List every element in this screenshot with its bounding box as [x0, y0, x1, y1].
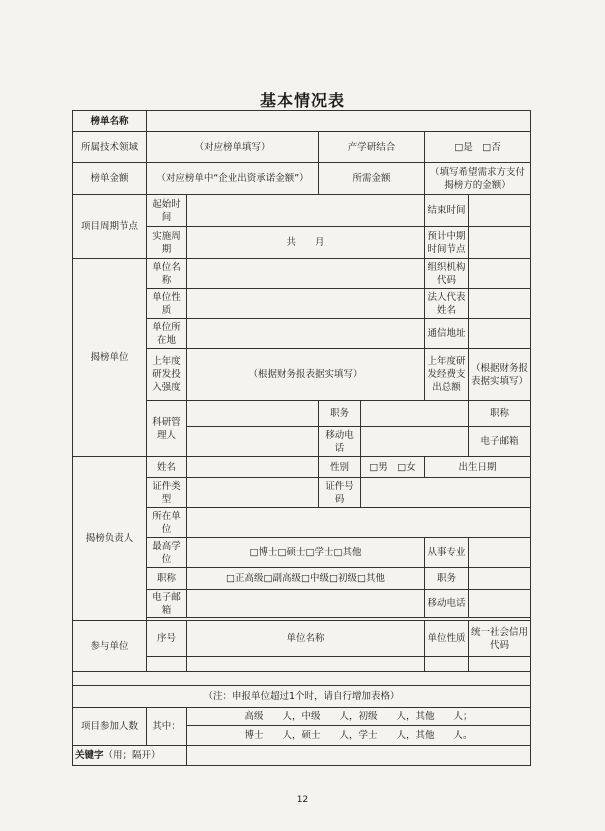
- label-leader-section: 揭榜负责人: [73, 457, 147, 621]
- field-staff-line2[interactable]: 博士 人，硕士 人，学士 人，其他 人。: [187, 726, 531, 746]
- label-list-name: 榜单名称: [73, 111, 147, 132]
- label-start-time: 起始时间: [147, 195, 187, 227]
- field-unit-location[interactable]: [187, 319, 425, 349]
- label-admin-title: 职称: [469, 401, 531, 427]
- field-rd-intensity[interactable]: （根据财务报表据实填写）: [187, 349, 425, 401]
- field-midterm[interactable]: [469, 227, 531, 259]
- keywords-note: （用；隔开）: [103, 750, 161, 761]
- field-leader-email[interactable]: [187, 590, 425, 618]
- field-required-amount[interactable]: （填写希望需求方支付揭榜方的金额）: [425, 163, 531, 195]
- field-rd-total[interactable]: （根据财务报表据实填写）: [469, 349, 531, 401]
- field-list-amount[interactable]: （对应榜单中“企业出资承诺金额”）: [147, 163, 319, 195]
- label-major: 从事专业: [425, 538, 469, 568]
- keywords-title: 关键字: [75, 750, 104, 761]
- field-list-name[interactable]: [147, 111, 531, 132]
- field-partner-nature[interactable]: [425, 657, 469, 672]
- field-gender[interactable]: □男 □女: [361, 457, 425, 478]
- field-cert-type[interactable]: [187, 478, 319, 508]
- field-keywords[interactable]: [187, 746, 531, 766]
- page-number: 12: [296, 795, 309, 805]
- field-admin-mobile[interactable]: [361, 427, 469, 457]
- label-midterm: 预计中期时间节点: [425, 227, 469, 259]
- note-extra-units: （注：申报单位超过1个时，请自行增加表格）: [73, 686, 531, 708]
- label-unit-name: 单位名称: [147, 259, 187, 289]
- field-cert-number[interactable]: [361, 478, 531, 508]
- field-staff-line1[interactable]: 高级 人，中级 人，初级 人，其他 人；: [187, 708, 531, 726]
- field-major[interactable]: [469, 538, 531, 568]
- field-leader-mobile[interactable]: [469, 590, 531, 618]
- label-sci-admin: 科研管理人: [147, 401, 187, 457]
- label-degree: 最高学位: [147, 538, 187, 568]
- field-tech-field[interactable]: （对应榜单填写）: [147, 132, 319, 163]
- label-period: 项目周期节点: [73, 195, 147, 259]
- field-partner-credit[interactable]: [469, 657, 531, 672]
- label-staff-count: 项目参加人数: [73, 708, 147, 746]
- label-admin-duty: 职务: [319, 401, 361, 427]
- field-end-time[interactable]: [469, 195, 531, 227]
- label-unit-section: 揭榜单位: [73, 259, 147, 457]
- page-title: 基本情况表: [259, 91, 345, 110]
- field-work-unit[interactable]: [187, 508, 531, 538]
- header-credit-code: 统一社会信用代码: [469, 621, 531, 657]
- label-required-amount: 所需金额: [319, 163, 425, 195]
- label-end-time: 结束时间: [425, 195, 469, 227]
- label-rank: 职称: [147, 568, 187, 590]
- label-work-unit: 所在单位: [147, 508, 187, 538]
- label-iur: 产学研结合: [319, 132, 425, 163]
- field-leader-duty[interactable]: [469, 568, 531, 590]
- label-name: 姓名: [147, 457, 187, 478]
- label-gender: 性别: [319, 457, 361, 478]
- label-unit-location: 单位所在地: [147, 319, 187, 349]
- label-cert-type: 证件类型: [147, 478, 187, 508]
- label-address: 通信地址: [425, 319, 469, 349]
- field-admin-duty[interactable]: [361, 401, 469, 427]
- label-cert-number: 证件号码: [319, 478, 361, 508]
- field-iur-options[interactable]: □是 □否: [425, 132, 531, 163]
- label-org-code: 组织机构代码: [425, 259, 469, 289]
- label-birth-date: 出生日期: [425, 457, 531, 478]
- label-among: 其中：: [147, 708, 187, 746]
- label-legal-rep: 法人代表姓名: [425, 289, 469, 319]
- field-legal-rep[interactable]: [469, 289, 531, 319]
- field-admin-name[interactable]: [187, 401, 319, 427]
- label-leader-duty: 职务: [425, 568, 469, 590]
- field-impl-period[interactable]: 共 月: [187, 227, 425, 259]
- label-leader-email: 电子邮箱: [147, 590, 187, 618]
- field-name[interactable]: [187, 457, 319, 478]
- label-unit-nature: 单位性质: [147, 289, 187, 319]
- label-impl-period: 实施周期: [147, 227, 187, 259]
- label-list-amount: 榜单金额: [73, 163, 147, 195]
- field-unit-nature[interactable]: [187, 289, 425, 319]
- label-keywords: [73, 746, 187, 766]
- field-org-code[interactable]: [469, 259, 531, 289]
- field-admin-extra[interactable]: [187, 427, 319, 457]
- field-partner-seq[interactable]: [147, 657, 187, 672]
- field-address[interactable]: [469, 319, 531, 349]
- field-partner-name[interactable]: [187, 657, 425, 672]
- header-partner-nature: 单位性质: [425, 621, 469, 657]
- header-partner-name: 单位名称: [187, 621, 425, 657]
- basic-info-form: [72, 110, 531, 766]
- label-tech-field: 所属技术领域: [73, 132, 147, 163]
- field-rank-options[interactable]: □正高级□副高级□中级□初级□其他: [187, 568, 425, 590]
- label-rd-total: 上年度研发经费支出总额: [425, 349, 469, 401]
- label-admin-email: 电子邮箱: [469, 427, 531, 457]
- label-admin-mobile: 移动电话: [319, 427, 361, 457]
- field-start-time[interactable]: [187, 195, 425, 227]
- label-partners: 参与单位: [73, 621, 147, 672]
- header-seq: 序号: [147, 621, 187, 657]
- label-leader-mobile: 移动电话: [425, 590, 469, 618]
- field-unit-name[interactable]: [187, 259, 425, 289]
- spacer-row-2: [73, 672, 531, 686]
- field-degree-options[interactable]: □博士□硕士□学士□其他: [187, 538, 425, 568]
- label-rd-intensity: 上年度研发投入强度: [147, 349, 187, 401]
